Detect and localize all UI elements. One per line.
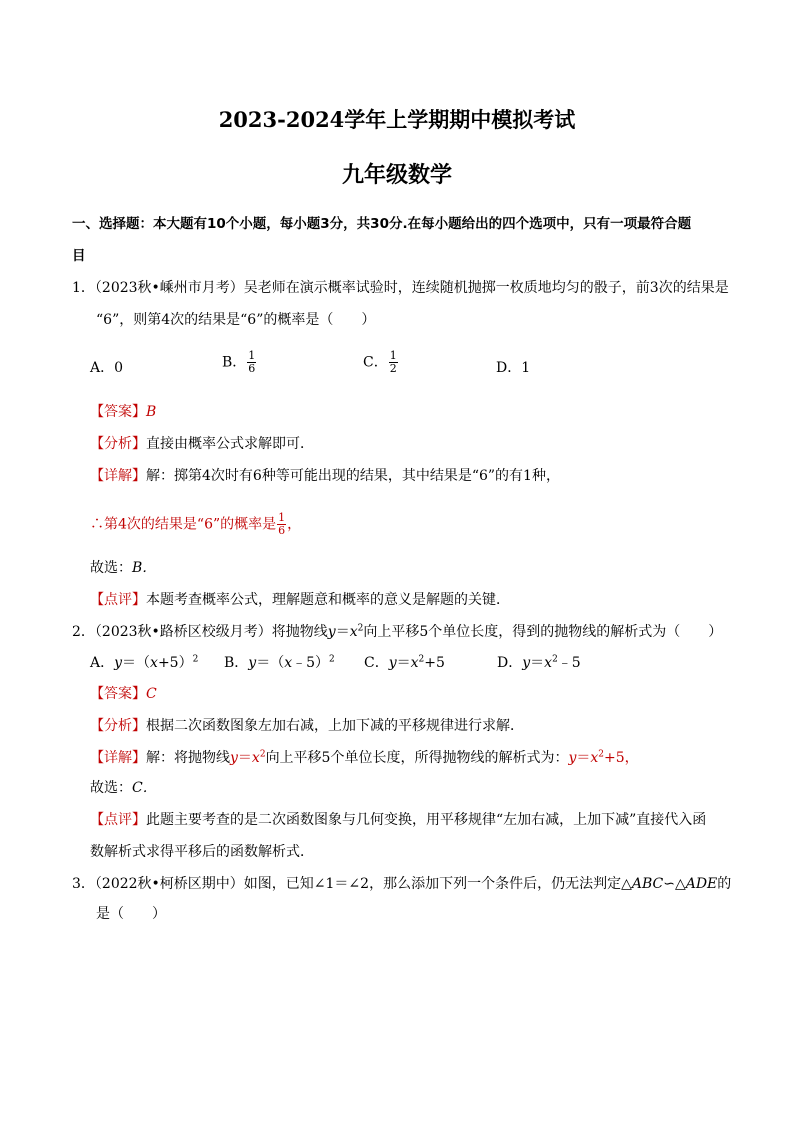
section-heading: 一、选择题：本大题有10个小题，每小题3分，共30分.在每小题给出的四个选项中，只有一项最符合题 <box>72 216 692 232</box>
q2-option-b: B．y＝（x﹣5）$^2$ <box>224 654 335 671</box>
q1-detail: 【详解】解：掷第4次时有6种等可能出现的结果，其中结果是“6”的有1种， <box>90 468 560 484</box>
fraction: $\frac{1}{2}$ <box>389 349 397 375</box>
q1-choose: 故选：B． <box>90 560 157 576</box>
fraction: $\frac{1}{6}$ <box>278 511 286 537</box>
q1-option-c: C． $\frac{1}{2}$ <box>363 349 397 375</box>
q1-therefore: ∴第4次的结果是“6”的概率是 $\frac{1}{6}$ ， <box>90 511 302 537</box>
exam-subtitle: 九年级数学 <box>341 162 452 188</box>
q1-answer: 【答案】B <box>90 404 157 420</box>
q2-option-a: A．$y=(x+5)^2$ <box>90 654 199 671</box>
q2-analysis: 【分析】根据二次函数图象左加右减，上加下减的平移规律进行求解． <box>90 718 524 734</box>
q2-stem: 2．（2023秋•路桥区校级月考）将抛物线$y=x^2$向上平移5个单位长度，得到的抛物线的解析式为（ ） <box>72 623 723 640</box>
q1-stem-cont: “6”，则第4次的结果是“6”的概率是（ ） <box>96 312 376 328</box>
q2-detail: 【详解】解：将抛物线$y=x^2$向上平移5个单位长度，所得抛物线的解析式为：$y=x^2+5$， <box>90 749 639 766</box>
section-heading-cont: 目 <box>72 248 86 264</box>
q1-analysis: 【分析】直接由概率公式求解即可． <box>90 436 314 452</box>
q3-stem: 3．（2022秋•柯桥区期中）如图，已知∠1＝∠2，那么添加下列一个条件后，仍无法判定△ABC∽△ADE的 <box>72 876 732 892</box>
exam-title: 2023-2024学年上学期期中模拟考试 <box>218 107 576 132</box>
q1-option-a: A．0 <box>90 360 124 376</box>
q3-stem-cont: 是（ ） <box>96 906 166 922</box>
q2-option-d: D．$y=x^2﹣5$ <box>497 654 581 671</box>
q1-option-d: D．1 <box>496 360 531 376</box>
q2-comment-cont: 数解析式求得平移后的函数解析式． <box>90 844 314 860</box>
q1-option-b: B． $\frac{1}{6}$ <box>222 349 256 375</box>
q2-answer: 【答案】C <box>90 686 157 702</box>
fraction: $\frac{1}{6}$ <box>248 349 256 375</box>
q2-option-c: C．$y=x^2+5$ <box>364 654 445 671</box>
q1-comment: 【点评】本题考查概率公式，理解题意和概率的意义是解题的关键． <box>90 592 510 608</box>
q1-stem: 1．（2023秋•嵊州市月考）吴老师在演示概率试验时，连续随机抛掷一枚质地均匀的骰子，前3次的结果是 <box>72 280 729 296</box>
q2-choose: 故选：C． <box>90 780 157 796</box>
q2-comment: 【点评】此题主要考查的是二次函数图象与几何变换，用平移规律“左加右减，上加下减”直接代入函 <box>90 812 707 828</box>
